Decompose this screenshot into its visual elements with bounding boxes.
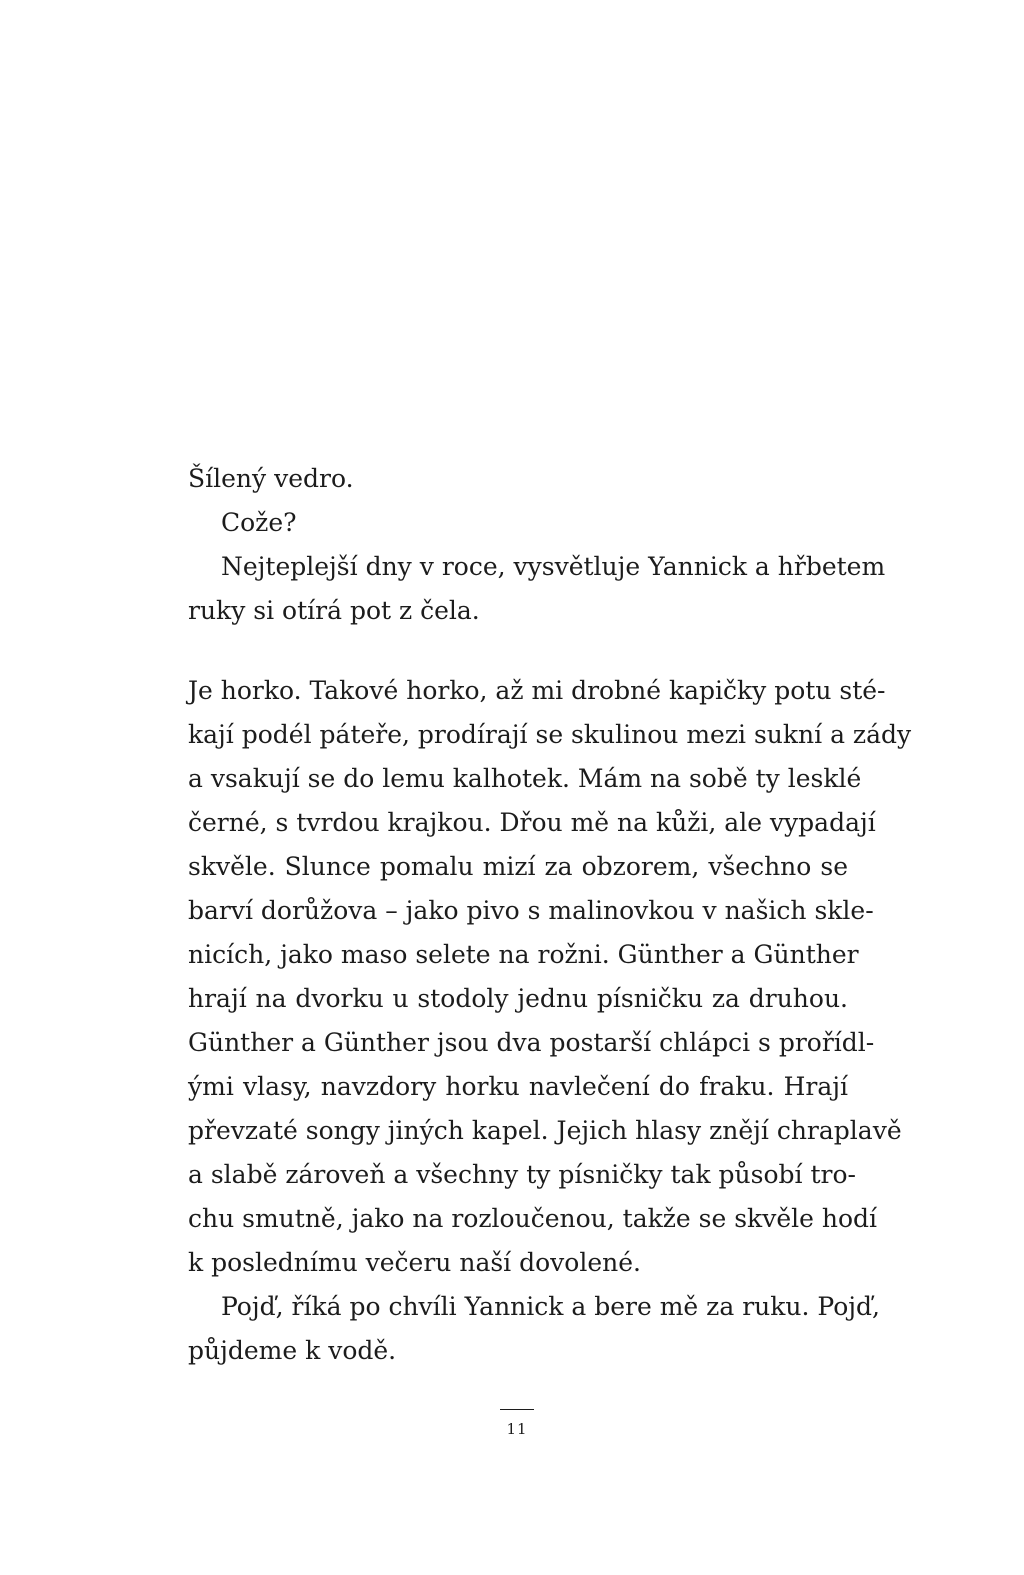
text-line: skvěle. Slunce pomalu mizí za obzorem, všechno se <box>188 852 848 881</box>
text-line: Pojď, říká po chvíli Yannick a bere mě za ruku. Pojď, <box>221 1292 880 1321</box>
text-line: barví dorůžova – jako pivo s malinovkou v našich skle- <box>188 896 874 925</box>
text-line: černé, s tvrdou krajkou. Dřou mě na kůži, ale vypadají <box>188 808 876 837</box>
text-line: půjdeme k vodě. <box>188 1336 397 1365</box>
text-line: ými vlasy, navzdory horku navlečení do fraku. Hrají <box>188 1072 848 1101</box>
text-line: a vsakují se do lemu kalhotek. Mám na sobě ty lesklé <box>188 764 862 793</box>
text-line: a slabě zároveň a všechny ty písničky tak působí tro- <box>188 1160 856 1189</box>
text-line: ruky si otírá pot z čela. <box>188 596 480 625</box>
text-line: Günther a Günther jsou dva postarší chlápci s prořídl- <box>188 1028 875 1057</box>
text-line: chu smutně, jako na rozloučenou, takže se skvěle hodí <box>188 1204 878 1233</box>
text-line: Cože? <box>221 508 297 537</box>
page-number: 11 <box>506 1420 528 1438</box>
text-line: Šílený vedro. <box>188 464 354 493</box>
text-line: Nejteplejší dny v roce, vysvětluje Yannick a hřbetem <box>221 552 886 581</box>
text-line: převzaté songy jiných kapel. Jejich hlasy znějí chraplavě <box>188 1116 902 1145</box>
text-line: nicích, jako maso selete na rožni. Günther a Günther <box>188 940 859 969</box>
text-line: hrají na dvorku u stodoly jednu písničku za druhou. <box>188 984 848 1013</box>
page-number-rule <box>500 1409 534 1410</box>
text-line: k poslednímu večeru naší dovolené. <box>188 1248 641 1277</box>
text-line: Je horko. Takové horko, až mi drobné kapičky potu sté- <box>188 676 886 705</box>
text-line: kají podél páteře, prodírají se skulinou mezi sukní a zády <box>188 720 912 749</box>
